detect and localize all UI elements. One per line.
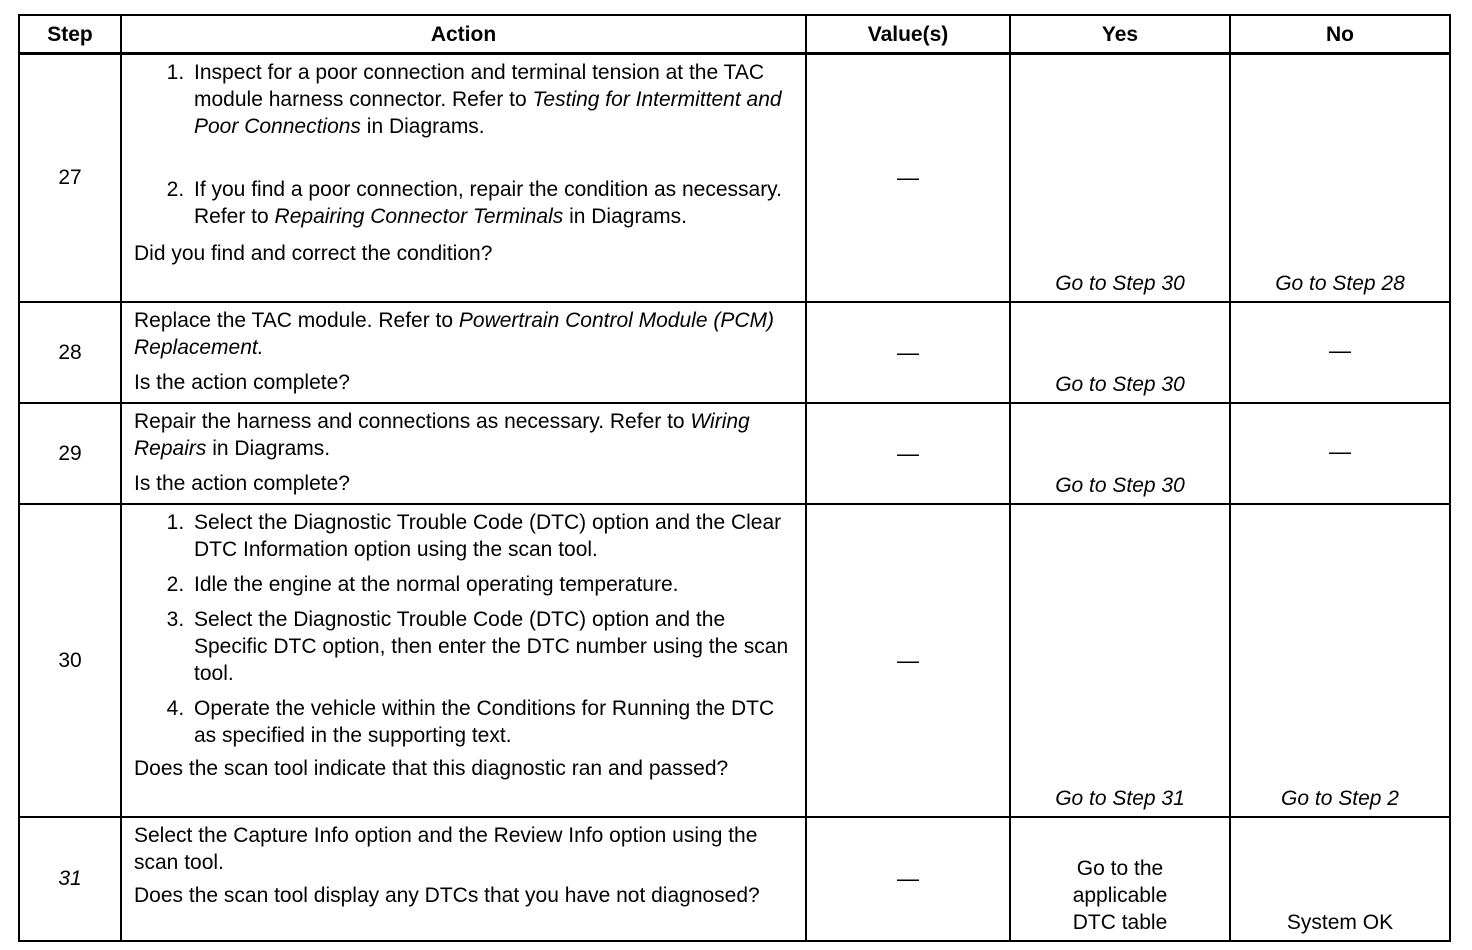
table-row-step-27 — [19, 54, 1450, 302]
list-item: 1. Select the Diagnostic Trouble Code (DTC) option and the Clear DTC Information option using the scan tool. — [190, 509, 795, 563]
action-cell — [121, 817, 806, 941]
table-row-step-30 — [19, 504, 1450, 817]
step-number: 29 — [19, 403, 121, 504]
header-yes: Yes — [1010, 15, 1230, 54]
question-text: Is the action complete? — [134, 370, 350, 394]
header-no: No — [1230, 15, 1450, 54]
values-cell: — — [806, 54, 1010, 302]
question-text: Did you find and correct the condition? — [134, 242, 493, 265]
no-cell: — — [1230, 302, 1450, 403]
no-cell: System OK — [1230, 817, 1450, 941]
yes-cell: Go to Step 30 — [1010, 54, 1230, 302]
table-row-step-28 — [19, 302, 1450, 403]
list-item: 4. Operate the vehicle within the Conditions for Running the DTC as specified in the supporting text. — [190, 695, 795, 749]
question-text: Does the scan tool indicate that this diagnostic ran and passed? — [134, 756, 729, 780]
yes-cell: Go to Step 30 — [1010, 403, 1230, 504]
action-text: Select the Capture Info option and the Review Info option using the scan tool. — [134, 823, 758, 874]
yes-cell: Go to Step 30 — [1010, 302, 1230, 403]
yes-cell: Go to Step 31 — [1010, 504, 1230, 817]
values-cell: — — [806, 403, 1010, 504]
yes-cell: Go to the applicable DTC table — [1010, 817, 1230, 941]
action-list — [134, 59, 795, 230]
action-text: Repair the harness and connections as necessary. Refer to Wiring Repairs in Diagrams. — [134, 409, 750, 460]
action-text: Replace the TAC module. Refer to Powertrain Control Module (PCM) Replacement. — [134, 308, 774, 359]
diagnostic-table — [18, 14, 1451, 942]
values-cell: — — [806, 817, 1010, 941]
step-number: 27 — [19, 54, 121, 302]
step-number: 28 — [19, 302, 121, 403]
no-cell: — — [1230, 403, 1450, 504]
action-cell — [121, 403, 806, 504]
action-cell — [121, 54, 806, 302]
header-step: Step — [19, 15, 121, 54]
values-cell: — — [806, 302, 1010, 403]
question-text: Is the action complete? — [134, 471, 350, 495]
list-item: 2. Idle the engine at the normal operating temperature. — [190, 571, 795, 598]
table-row-step-31 — [19, 817, 1450, 941]
action-cell — [121, 504, 806, 817]
header-values: Value(s) — [806, 15, 1010, 54]
action-list — [134, 509, 795, 749]
no-cell: Go to Step 2 — [1230, 504, 1450, 817]
question-text: Does the scan tool display any DTCs that you have not diagnosed? — [134, 883, 760, 907]
step-number: 30 — [19, 504, 121, 817]
step-number: 31 — [19, 817, 121, 941]
no-cell: Go to Step 28 — [1230, 54, 1450, 302]
header-action: Action — [121, 15, 806, 54]
list-item: 3. Select the Diagnostic Trouble Code (DTC) option and the Specific DTC option, then enter the DTC number using the scan tool. — [190, 606, 795, 687]
list-item: 1. Inspect for a poor connection and terminal tension at the TAC module harness connector. Refer to Testing for Intermittent and Poor Connections in Diagrams. — [190, 59, 795, 140]
values-cell: — — [806, 504, 1010, 817]
table-row-step-29 — [19, 403, 1450, 504]
header-row — [19, 15, 1450, 54]
list-item: 2. If you find a poor connection, repair the condition as necessary. Refer to Repairing Connector Terminals in Diagrams. — [190, 176, 795, 230]
action-cell — [121, 302, 806, 403]
